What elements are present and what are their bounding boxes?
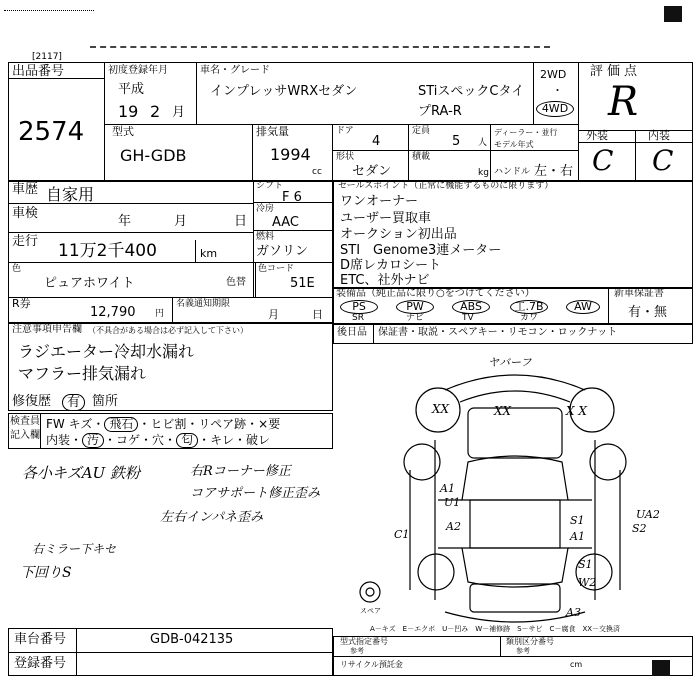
handwritten-3: コアサポート修正歪み <box>190 486 321 501</box>
shape-value: セダン <box>352 164 392 179</box>
shift-label: シフト <box>256 181 284 191</box>
model-label: 型式 <box>112 125 134 138</box>
notes-subtitle: （不具合がある場合は必ず記入して下さい） <box>88 326 248 335</box>
inspector-label-1: 検査員 <box>10 416 40 427</box>
handwritten-6: 下回りS <box>20 565 72 581</box>
interior-label: 内装 <box>648 129 670 142</box>
inspector-label-2: 記入欄 <box>10 430 40 441</box>
door-label: ドア <box>336 126 354 136</box>
designation-label: 型式指定番号 <box>340 637 388 646</box>
handwritten-2: 右Rコーナー修正 <box>190 464 291 479</box>
sales-item-2: ユーザー買取車 <box>340 211 432 226</box>
insp-day: 日 <box>234 214 248 229</box>
reg-label: 初度登録年月 <box>108 65 168 76</box>
name-label: 車名・グレード <box>200 65 270 76</box>
ref-2: 参考 <box>516 647 530 655</box>
color-value: ピュアホワイト <box>44 276 135 291</box>
notes-title: 注意事項申告欄 <box>12 324 82 335</box>
repair-value: 有 <box>62 394 85 411</box>
hood <box>468 408 562 458</box>
insp-month: 月 <box>174 214 188 229</box>
color-change-label: 色替 <box>226 277 246 288</box>
drive-2wd: 2WD <box>540 68 567 81</box>
mark-w2: W2 <box>578 576 597 589</box>
sales-item-4: STI Genome3連メーター <box>340 243 502 258</box>
notes-line-1: ラジエーター冷却水漏れ <box>18 342 195 361</box>
disp-label: 排気量 <box>256 125 289 138</box>
equip-tv: TV <box>462 313 474 323</box>
car-diagram <box>350 350 680 630</box>
mark-a1b: A1 <box>570 530 585 543</box>
cm-label: cm <box>570 660 583 669</box>
footer-corner-mark <box>652 660 670 676</box>
equip-abs: ABS <box>452 300 490 314</box>
category-label: 類別区分番号 <box>506 637 554 646</box>
rear-window <box>462 548 568 587</box>
equip-pw: PW <box>396 300 434 314</box>
history-value: 自家用 <box>46 185 95 204</box>
lot-number: 2574 <box>18 117 85 147</box>
model-year-label: モデル年式 <box>494 140 534 149</box>
color-code-value: 51E <box>290 276 315 291</box>
handle-label: ハンドル <box>494 167 531 177</box>
roof <box>470 500 560 548</box>
cap-value: 5 <box>452 134 461 149</box>
mark-u1: U1 <box>444 496 461 509</box>
attached-label: 後日品 <box>337 327 367 338</box>
recycle-box <box>8 297 333 323</box>
handle-value: 左・右 <box>534 164 574 179</box>
drive-dot: ・ <box>552 84 563 97</box>
fuel-value: ガソリン <box>256 244 309 259</box>
cap-label: 定員 <box>412 126 431 136</box>
history-label: 車歴 <box>12 182 39 197</box>
equipment-title: 装備品（純正品に限り○をつけてください） <box>336 288 535 299</box>
insp-year: 年 <box>118 214 132 229</box>
load-unit: kg <box>478 168 489 178</box>
handwritten-5: 右ミラー下キセ <box>32 542 117 556</box>
ref-1: 参考 <box>350 647 364 655</box>
ac-label: 冷房 <box>256 204 275 214</box>
mark-ua2: UA2 <box>636 508 660 521</box>
recycle-unit: 円 <box>155 309 165 319</box>
sales-item-1: ワンオーナー <box>340 194 419 209</box>
equip-navi: ナビ <box>406 313 425 323</box>
mileage-label: 走行 <box>12 234 39 249</box>
color-code-label: 色コード <box>258 264 295 274</box>
trunk <box>470 584 560 612</box>
spare-tire <box>360 582 380 602</box>
notes-line-2: マフラー排気漏れ <box>18 364 147 383</box>
repair-suffix: 箇所 <box>92 394 119 409</box>
reg-year: 19 <box>118 102 139 121</box>
handwritten-4: 左右インパネ歪み <box>160 510 264 525</box>
mileage-value: 11万2千400 <box>58 241 157 261</box>
inspector-row-2: 内装・ 汚 ・コゲ・穴・ 匂 ・キレ・破レ <box>46 433 270 447</box>
reg-month-unit: 月 <box>172 105 186 120</box>
sales-item-6: ETC、社外ナビ <box>340 273 430 288</box>
warranty-value: 有・無 <box>628 305 668 320</box>
mark-s1b: S1 <box>578 558 593 571</box>
top-code: [2117] <box>32 52 62 62</box>
header-box <box>8 62 693 182</box>
mark-xx-3: X X <box>566 404 587 418</box>
equip-leather: カワ <box>520 313 539 323</box>
dealer-label: ディーラー・並行 <box>494 128 558 137</box>
warranty-label: 新車保証書 <box>614 288 664 299</box>
top-mark <box>4 2 94 11</box>
sales-item-5: D席レカロシート <box>340 258 442 273</box>
mark-xx-1: XX <box>432 402 450 416</box>
ac-value: AAC <box>272 215 299 230</box>
score-label: 評価点 <box>590 64 642 79</box>
corner-mark <box>664 6 682 22</box>
sales-item-3: オークション初出品 <box>340 227 457 242</box>
load-label: 積載 <box>412 152 431 162</box>
equip-sr: SR <box>352 313 364 323</box>
color-label: 色 <box>12 264 22 274</box>
exterior-grade: C <box>592 144 614 177</box>
inspector-row-1: FW キズ・ 飛石 ・ヒビ割・リペア跡・×要 <box>46 417 281 431</box>
handwritten-1: 各小キズAU 鉄粉 <box>22 464 140 482</box>
interior-grade: C <box>652 144 674 177</box>
recycle-claim-label: リサイクル預託金 <box>340 660 403 669</box>
mark-s1: S1 <box>570 514 585 527</box>
mark-a1: A1 <box>440 482 455 495</box>
reg-month: 2 <box>150 102 161 121</box>
equip-7b: 工.7B <box>510 300 548 314</box>
mileage-unit: km <box>200 247 218 260</box>
equip-aw: AW <box>566 300 600 314</box>
mark-a2: A2 <box>446 520 461 533</box>
attached-text: 保証書・取説・スペアキー・リモコン・ロックナット <box>378 327 618 338</box>
score-value: R <box>608 79 639 125</box>
car-name: インプレッサWRXセダン <box>210 84 358 99</box>
top-dash-line <box>90 46 550 54</box>
front-bumper <box>445 375 585 390</box>
cap-unit: 人 <box>478 138 488 148</box>
mark-spare: スペア <box>360 607 381 615</box>
grade-line1: STiスペックCタイ <box>418 84 525 99</box>
drive-4wd: 4WD <box>536 101 574 117</box>
notice-label: 名義通知期限 <box>176 299 231 309</box>
exterior-label: 外装 <box>586 129 608 142</box>
mark-c1: C1 <box>394 528 410 541</box>
reg-no-label: 登録番号 <box>14 656 67 671</box>
shape-label: 形状 <box>336 152 355 162</box>
notice-day: 日 <box>312 308 323 321</box>
recycle-label: R券 <box>12 297 31 310</box>
shift-value: F 6 <box>282 190 302 205</box>
disp-value: 1994 <box>270 145 311 164</box>
mark-xx-2: XX <box>494 404 512 418</box>
inspection-label: 車検 <box>12 206 39 221</box>
windshield <box>462 456 568 500</box>
mark-s2: S2 <box>632 522 647 535</box>
grade-line2: プRA-R <box>418 104 462 119</box>
era: 平成 <box>118 82 145 97</box>
notice-month: 月 <box>268 308 279 321</box>
door-value: 4 <box>372 134 381 149</box>
equip-ps: PS <box>340 300 378 314</box>
diagram-legend: A－キズ E－エクボ U－凹み W－補修跡 S－サビ C－腐食 XX－交換済 <box>370 625 621 633</box>
lot-label: 出品番号 <box>12 64 65 79</box>
fuel-label: 燃料 <box>256 232 275 242</box>
repair-label: 修復歴 <box>12 394 52 409</box>
sales-title: セールスポイント（正常に機能するものに限ります） <box>338 181 554 191</box>
recycle-fee: 12,790 <box>90 305 136 320</box>
mark-a3: A3 <box>566 606 581 619</box>
mark-front: ヤバーフ <box>488 356 532 369</box>
rear-bumper <box>445 612 585 622</box>
chassis-value: GDB-042135 <box>150 632 234 647</box>
chassis-label: 車台番号 <box>14 632 67 647</box>
disp-unit: cc <box>312 167 322 177</box>
model-value: GH-GDB <box>120 146 187 165</box>
